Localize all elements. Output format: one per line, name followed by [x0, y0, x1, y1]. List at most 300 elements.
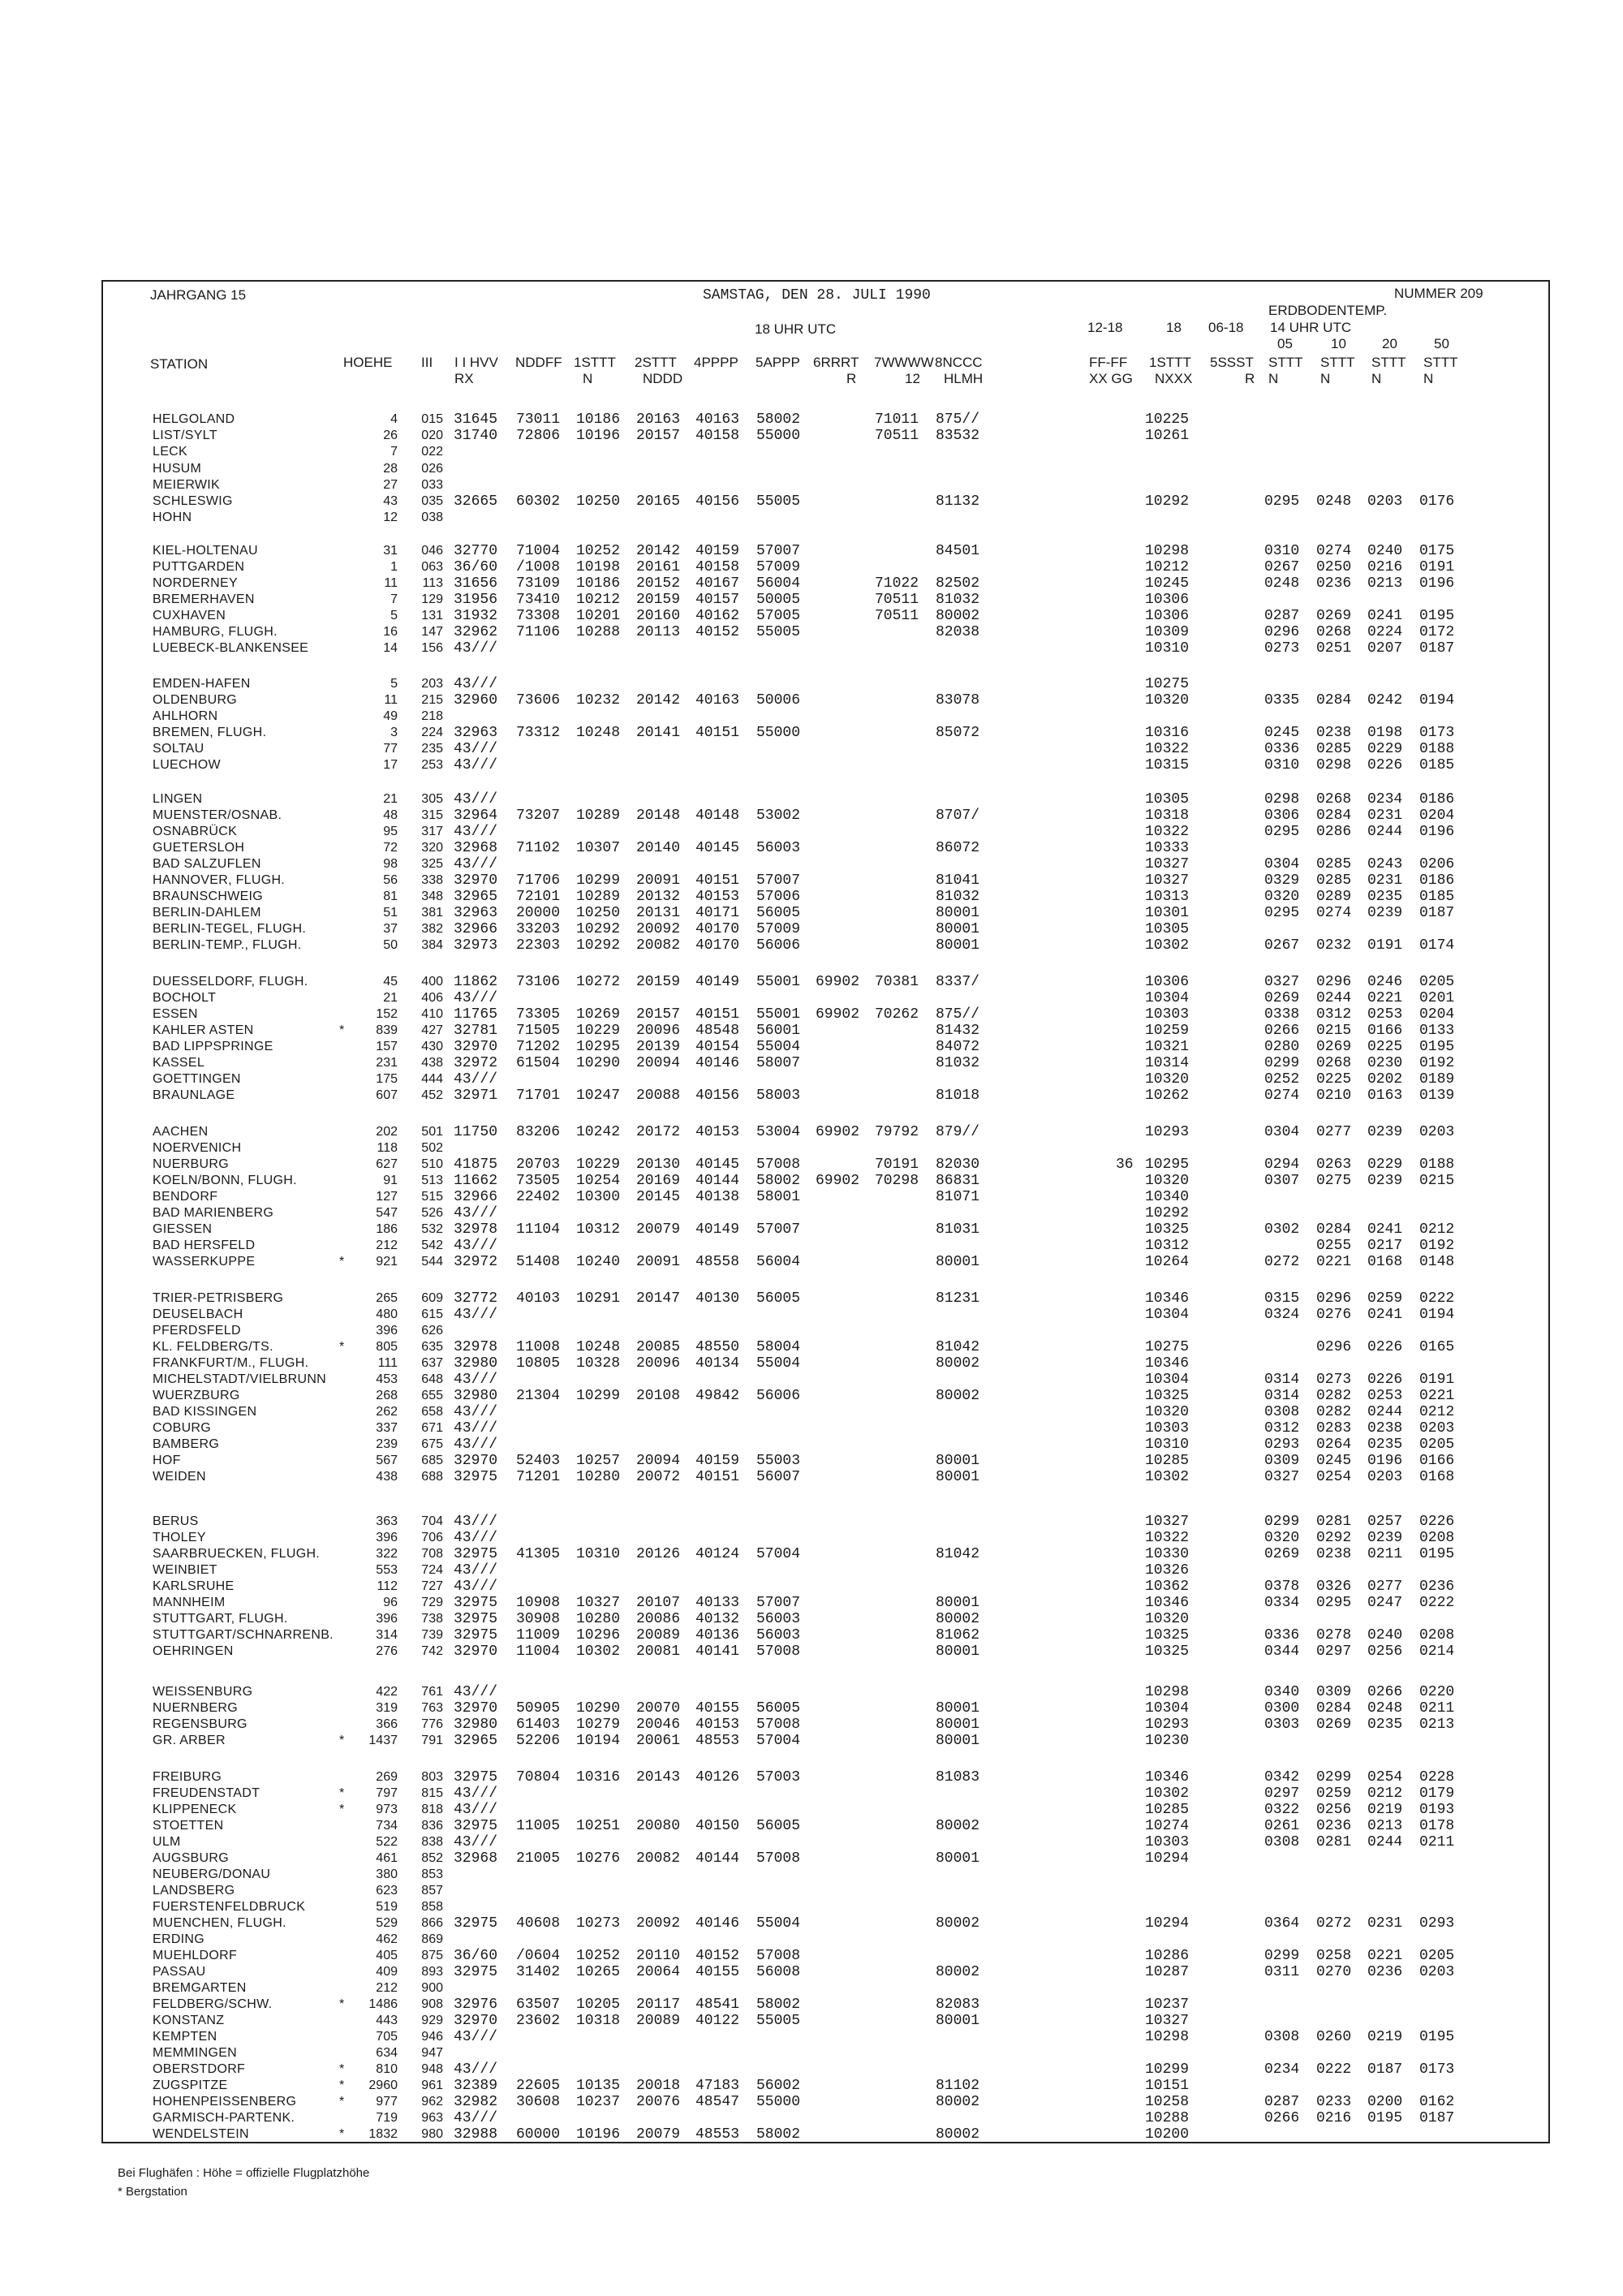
soil-temp-20: 0207 [1367, 640, 1403, 657]
soil-temp-50: 0186 [1419, 791, 1455, 808]
station-height: 118 [377, 1141, 398, 1155]
group-max-temp: 10294 [1145, 1915, 1190, 1932]
group-8nccc: 81032 [936, 592, 980, 608]
group-max-temp: 10346 [1145, 1355, 1190, 1372]
group-8nccc: 80002 [936, 1388, 980, 1404]
soil-temp-05: 0245 [1264, 725, 1300, 741]
soil-temp-50: 0193 [1419, 1802, 1455, 1818]
group-1sttt: 10250 [576, 905, 621, 921]
station-name: ZUGSPITZE [153, 2078, 228, 2092]
soil-temp-20: 0244 [1367, 1834, 1403, 1850]
table-row [0, 1883, 1623, 1899]
group-nddff: 71505 [516, 1023, 561, 1039]
station-id: 858 [421, 1900, 443, 1914]
station-height: 977 [376, 2095, 398, 2109]
table-row [0, 477, 1623, 493]
group-8nccc: 80002 [936, 1818, 980, 1834]
group-iihvv: 31645 [454, 411, 498, 428]
soil-temp-20: 0238 [1367, 1420, 1403, 1437]
table-row [0, 1453, 1623, 1469]
station-id: 038 [421, 510, 443, 524]
group-1sttt: 10327 [576, 1595, 621, 1611]
station-id: 706 [421, 1531, 443, 1544]
group-1sttt: 10328 [576, 1355, 621, 1372]
soil-temp-05: 0310 [1264, 543, 1300, 559]
group-1sttt: 10300 [576, 1189, 621, 1205]
group-max-temp: 10304 [1145, 1700, 1190, 1717]
group-iihvv: 31656 [454, 575, 498, 592]
soil-temp-10: 0284 [1316, 1221, 1352, 1238]
soil-temp-05: 0299 [1264, 1055, 1300, 1071]
group-8nccc: 81231 [936, 1290, 980, 1307]
group-max-temp: 10301 [1145, 905, 1190, 921]
soil-temp-50: 0191 [1419, 1372, 1455, 1388]
station-height: 72 [383, 841, 398, 855]
table-row [0, 872, 1623, 889]
station-id: 253 [421, 758, 443, 772]
group-nddff: 73312 [516, 725, 561, 741]
group-nddff: 83206 [516, 1124, 561, 1140]
soil-temp-10: 0285 [1316, 856, 1352, 872]
utc14-heading: 14 UHR UTC [1270, 320, 1352, 335]
station-id: 022 [421, 445, 443, 459]
group-iihvv: 32389 [454, 2078, 498, 2094]
group-5appp: 57008 [756, 1643, 801, 1660]
soil-temp-50: 0174 [1419, 937, 1455, 954]
soil-temp-10: 0250 [1316, 559, 1352, 575]
station-id: 655 [421, 1389, 443, 1402]
group-4pppp: 40170 [695, 937, 740, 954]
group-5appp: 55000 [756, 2094, 801, 2110]
soil-temp-20: 0225 [1367, 1039, 1403, 1055]
group-1sttt: 10212 [576, 592, 621, 608]
station-height: 4 [390, 412, 398, 426]
soil-temp-50: 0191 [1419, 559, 1455, 575]
group-2sttt: 20046 [636, 1717, 681, 1733]
station-name: KARLSRUHE [153, 1579, 235, 1593]
soil-temp-20: 0246 [1367, 974, 1403, 990]
soil-temp-50: 0194 [1419, 1307, 1455, 1323]
soil-temp-05: 0312 [1264, 1420, 1300, 1437]
group-5appp: 55005 [756, 624, 801, 640]
group-iihvv: 32962 [454, 624, 498, 640]
station-id: 315 [421, 808, 443, 822]
station-name: BRAUNSCHWEIG [153, 890, 264, 903]
station-id: 113 [422, 576, 443, 590]
station-height: 1832 [368, 2127, 398, 2141]
group-nddff: 20703 [516, 1157, 561, 1173]
station-height: 28 [383, 462, 398, 476]
col-n-10: N [1320, 371, 1331, 386]
group-8nccc: 80001 [936, 1850, 980, 1867]
soil-temp-05: 0273 [1264, 640, 1300, 657]
group-5appp: 56005 [756, 1818, 801, 1834]
soil-temp-20: 0219 [1367, 2029, 1403, 2045]
soil-temp-05: 0310 [1264, 757, 1300, 773]
station-id: 427 [421, 1023, 443, 1037]
group-8nccc: 80002 [936, 2126, 980, 2143]
group-iihvv: 11750 [454, 1124, 498, 1140]
group-5appp: 56003 [756, 1611, 801, 1627]
group-2sttt: 20082 [636, 1850, 681, 1867]
soil-temp-05: 0338 [1264, 1006, 1300, 1023]
group-nddff: 11009 [516, 1627, 561, 1643]
group-8nccc: 81071 [936, 1189, 980, 1205]
station-name: COBURG [153, 1421, 212, 1435]
group-2sttt: 20070 [636, 1700, 681, 1717]
table-row [0, 592, 1623, 608]
station-height: 17 [383, 758, 398, 772]
station-height: 405 [376, 1949, 398, 1962]
group-nddff: 11004 [516, 1643, 561, 1660]
volume-label: JAHRGANG 15 [150, 287, 247, 303]
station-name: ERDING [153, 1932, 205, 1946]
table-row [0, 543, 1623, 559]
group-2sttt: 20096 [636, 1023, 681, 1039]
station-name: MUEHLDORF [153, 1949, 238, 1962]
group-5appp: 57004 [756, 1546, 801, 1562]
col-12: 12 [905, 371, 920, 386]
station-id: 742 [421, 1644, 443, 1658]
group-8nccc: 80001 [936, 1469, 980, 1485]
group-iihvv: 41875 [454, 1157, 498, 1173]
group-1sttt: 10247 [576, 1088, 621, 1104]
station-height: 438 [376, 1470, 398, 1484]
group-nddff: 73505 [516, 1173, 561, 1189]
soil-temp-20: 0235 [1367, 1437, 1403, 1453]
soil-temp-20: 0195 [1367, 2110, 1403, 2126]
soil-temp-10: 0312 [1316, 1006, 1352, 1023]
group-4pppp: 40159 [695, 543, 740, 559]
group-4pppp: 40124 [695, 1546, 740, 1562]
soil-temp-10: 0268 [1316, 624, 1352, 640]
station-height: 567 [376, 1454, 398, 1467]
group-max-temp: 10306 [1145, 974, 1190, 990]
table-row [0, 889, 1623, 905]
soil-temp-10: 0274 [1316, 543, 1352, 559]
table-row [0, 1579, 1623, 1595]
station-height: 5 [390, 677, 398, 691]
station-name: PFERDSFELD [153, 1324, 241, 1338]
col-xxgg: XX GG [1089, 371, 1133, 386]
group-nddff: 50905 [516, 1700, 561, 1717]
group-4pppp: 40149 [695, 1221, 740, 1238]
group-4pppp: 48558 [695, 1254, 740, 1270]
group-8nccc: 80002 [936, 1611, 980, 1627]
col-5ssst: 5SSST [1210, 355, 1254, 370]
soil-temp-20: 0229 [1367, 741, 1403, 757]
station-name: BENDORF [153, 1190, 218, 1204]
group-4pppp: 40132 [695, 1611, 740, 1627]
group-8nccc: 82502 [936, 575, 980, 592]
station-id: 963 [421, 2111, 443, 2125]
mountain-marker: * [339, 1023, 345, 1037]
group-4pppp: 48548 [695, 1023, 740, 1039]
group-max-temp: 10327 [1145, 856, 1190, 872]
station-name: BOCHOLT [153, 991, 217, 1005]
soil-temp-50: 0175 [1419, 543, 1455, 559]
station-name: HELGOLAND [153, 412, 235, 426]
group-iihvv: 32975 [454, 1964, 498, 1980]
col-sttt-05: STTT [1268, 355, 1303, 370]
group-5appp: 57008 [756, 1850, 801, 1867]
depth-05: 05 [1277, 336, 1293, 351]
soil-temp-20: 0235 [1367, 889, 1403, 905]
station-id: 908 [421, 1997, 443, 2011]
group-iihvv: 43/// [454, 640, 498, 657]
group-max-temp: 10322 [1145, 1530, 1190, 1546]
group-2sttt: 20130 [636, 1157, 681, 1173]
group-5appp: 56007 [756, 1469, 801, 1485]
table-row [0, 1980, 1623, 1997]
group-iihvv: 43/// [454, 1307, 498, 1323]
soil-temp-50: 0195 [1419, 1039, 1455, 1055]
group-iihvv: 43/// [454, 1834, 498, 1850]
soil-temp-10: 0270 [1316, 1964, 1352, 1980]
group-max-temp: 10285 [1145, 1802, 1190, 1818]
group-max-temp: 10313 [1145, 889, 1190, 905]
group-max-temp: 10312 [1145, 1238, 1190, 1254]
soil-temp-05: 0295 [1264, 493, 1300, 510]
group-8nccc: 86831 [936, 1173, 980, 1189]
group-4pppp: 40144 [695, 1173, 740, 1189]
group-2sttt: 20091 [636, 1254, 681, 1270]
station-id: 384 [421, 938, 443, 952]
station-name: OBERSTDORF [153, 2062, 246, 2076]
station-name: GIESSEN [153, 1222, 213, 1236]
group-2sttt: 20094 [636, 1055, 681, 1071]
group-1sttt: 10296 [576, 1627, 621, 1643]
group-8nccc: 80002 [936, 608, 980, 624]
soil-temp-20: 0213 [1367, 575, 1403, 592]
soil-temp-05: 0320 [1264, 1530, 1300, 1546]
soil-temp-10: 0295 [1316, 1595, 1352, 1611]
group-8nccc: 84072 [936, 1039, 980, 1055]
group-4pppp: 47183 [695, 2078, 740, 2094]
group-2sttt: 20113 [636, 624, 681, 640]
group-max-temp: 10212 [1145, 559, 1190, 575]
group-iihvv: 32960 [454, 692, 498, 709]
group-1sttt: 10273 [576, 1915, 621, 1932]
group-4pppp: 40148 [695, 808, 740, 824]
group-iihvv: 32982 [454, 2094, 498, 2110]
group-max-temp: 10258 [1145, 2094, 1190, 2110]
soil-temp-10: 0256 [1316, 1802, 1352, 1818]
station-name: MUENCHEN, FLUGH. [153, 1916, 286, 1930]
soil-temp-20: 0213 [1367, 1818, 1403, 1834]
soil-temp-20: 0221 [1367, 990, 1403, 1006]
group-1sttt: 10254 [576, 1173, 621, 1189]
station-height: 627 [376, 1157, 398, 1171]
station-id: 526 [421, 1206, 443, 1220]
soil-temp-05: 0234 [1264, 2061, 1300, 2078]
group-2sttt: 20140 [636, 840, 681, 856]
group-1sttt: 10291 [576, 1290, 621, 1307]
soil-temp-50: 0203 [1419, 1964, 1455, 1980]
soil-temp-20: 0239 [1367, 905, 1403, 921]
station-name: FRANKFURT/M., FLUGH. [153, 1356, 309, 1370]
group-8nccc: 81042 [936, 1546, 980, 1562]
soil-temp-10: 0284 [1316, 1700, 1352, 1717]
group-max-temp: 10259 [1145, 1023, 1190, 1039]
soil-temp-10: 0285 [1316, 872, 1352, 889]
station-id: 637 [421, 1356, 443, 1370]
group-2sttt: 20110 [636, 1948, 681, 1964]
group-1sttt: 10318 [576, 2013, 621, 2029]
station-id: 929 [421, 2014, 443, 2027]
group-2sttt: 20126 [636, 1546, 681, 1562]
group-5appp: 55005 [756, 2013, 801, 2029]
station-height: 921 [376, 1255, 398, 1269]
table-row [0, 1039, 1623, 1055]
group-2sttt: 20147 [636, 1290, 681, 1307]
soil-temp-05: 0267 [1264, 937, 1300, 954]
station-id: 203 [421, 677, 443, 691]
soil-temp-10: 0282 [1316, 1404, 1352, 1420]
group-5appp: 58002 [756, 2126, 801, 2143]
table-row [0, 741, 1623, 757]
soil-temp-50: 0201 [1419, 990, 1455, 1006]
group-iihvv: 43/// [454, 2061, 498, 2078]
group-2sttt: 20163 [636, 411, 681, 428]
group-iihvv: 11862 [454, 974, 498, 990]
soil-temp-05: 0266 [1264, 2110, 1300, 2126]
group-4pppp: 40141 [695, 1643, 740, 1660]
station-height: 77 [383, 742, 398, 756]
group-1sttt: 10276 [576, 1850, 621, 1867]
table-row [0, 1469, 1623, 1485]
group-5appp: 58007 [756, 1055, 801, 1071]
group-1sttt: 10198 [576, 559, 621, 575]
group-8nccc: 80001 [936, 905, 980, 921]
station-name: STOETTEN [153, 1819, 224, 1833]
group-2sttt: 20094 [636, 1453, 681, 1469]
soil-temp-10: 0269 [1316, 1039, 1352, 1055]
group-2sttt: 20086 [636, 1611, 681, 1627]
group-2sttt: 20165 [636, 493, 681, 510]
soil-temp-50: 0133 [1419, 1023, 1455, 1039]
group-max-temp: 10320 [1145, 1611, 1190, 1627]
station-height: 175 [376, 1072, 398, 1086]
group-iihvv: 32781 [454, 1023, 498, 1039]
group-iihvv: 32975 [454, 1915, 498, 1932]
soil-temp-20: 0219 [1367, 1802, 1403, 1818]
group-4pppp: 48547 [695, 2094, 740, 2110]
station-id: 218 [421, 709, 443, 723]
station-id: 430 [421, 1040, 443, 1053]
group-max-temp: 10321 [1145, 1039, 1190, 1055]
table-row [0, 1006, 1623, 1023]
group-max-temp: 10330 [1145, 1546, 1190, 1562]
soil-temp-05: 0287 [1264, 2094, 1300, 2110]
soil-temp-10: 0284 [1316, 808, 1352, 824]
group-4pppp: 40156 [695, 493, 740, 510]
group-nddff: 31402 [516, 1964, 561, 1980]
group-max-temp: 10298 [1145, 543, 1190, 559]
soil-temp-50: 0148 [1419, 1254, 1455, 1270]
table-row [0, 1205, 1623, 1221]
group-2sttt: 20064 [636, 1964, 681, 1980]
station-height: 268 [376, 1389, 398, 1402]
group-8nccc: 879// [936, 1124, 980, 1140]
group-iihvv: 31956 [454, 592, 498, 608]
col-8nccc: 8NCCC [935, 355, 983, 370]
group-7wwww: 71011 [875, 411, 919, 428]
soil-temp-20: 0196 [1367, 1453, 1403, 1469]
table-row [0, 1157, 1623, 1173]
soil-temp-20: 0239 [1367, 1173, 1403, 1189]
group-nddff: 72101 [516, 889, 561, 905]
group-4pppp: 40153 [695, 1717, 740, 1733]
group-max-temp: 10310 [1145, 640, 1190, 657]
group-1sttt: 10252 [576, 543, 621, 559]
soil-temp-10: 0255 [1316, 1238, 1352, 1254]
soil-temp-20: 0224 [1367, 624, 1403, 640]
group-5appp: 57008 [756, 1157, 801, 1173]
station-name: OSNABRÜCK [153, 825, 238, 838]
group-4pppp: 40162 [695, 608, 740, 624]
soil-temp-10: 0296 [1316, 974, 1352, 990]
table-row [0, 1948, 1623, 1964]
group-8nccc: 80001 [936, 1254, 980, 1270]
station-height: 11 [384, 693, 398, 707]
group-2sttt: 20108 [636, 1388, 681, 1404]
soil-temp-05: 0308 [1264, 1404, 1300, 1420]
group-4pppp: 40158 [695, 559, 740, 575]
group-iihvv: 32770 [454, 543, 498, 559]
group-5appp: 50006 [756, 692, 801, 709]
soil-temp-10: 0282 [1316, 1388, 1352, 1404]
station-height: 380 [376, 1867, 398, 1881]
group-iihvv: 32970 [454, 1643, 498, 1660]
mountain-marker: * [339, 2127, 345, 2141]
table-row [0, 575, 1623, 592]
soil-temp-10: 0258 [1316, 1948, 1352, 1964]
group-nddff: 11104 [516, 1221, 561, 1238]
soil-temp-50: 0205 [1419, 1948, 1455, 1964]
station-id: 382 [421, 922, 443, 936]
table-row [0, 2029, 1623, 2045]
group-1sttt: 10186 [576, 575, 621, 592]
soil-temp-10: 0326 [1316, 1579, 1352, 1595]
group-5appp: 55004 [756, 1039, 801, 1055]
station-id: 658 [421, 1405, 443, 1419]
soil-temp-10: 0259 [1316, 1786, 1352, 1802]
soil-temp-50: 0179 [1419, 1786, 1455, 1802]
soil-temp-05: 0287 [1264, 608, 1300, 624]
group-2sttt: 20159 [636, 592, 681, 608]
group-iihvv: 32964 [454, 808, 498, 824]
group-2sttt: 20081 [636, 1643, 681, 1660]
col-1sttt-b: 1STTT [1149, 355, 1191, 370]
table-row [0, 1238, 1623, 1254]
group-iihvv: 43/// [454, 1530, 498, 1546]
group-max-temp: 10302 [1145, 937, 1190, 954]
group-nddff: 60000 [516, 2126, 561, 2143]
station-height: 112 [377, 1579, 398, 1593]
group-iihvv: 32970 [454, 872, 498, 889]
group-1sttt: 10257 [576, 1453, 621, 1469]
soil-temp-10: 0254 [1316, 1469, 1352, 1485]
group-nddff: 11008 [516, 1339, 561, 1355]
table-row [0, 840, 1623, 856]
group-2sttt: 20157 [636, 1006, 681, 1023]
station-name: SCHLESWIG [153, 494, 233, 508]
station-id: 235 [421, 742, 443, 756]
group-5appp: 57009 [756, 559, 801, 575]
soil-temp-20: 0259 [1367, 1290, 1403, 1307]
group-5appp: 58004 [756, 1339, 801, 1355]
